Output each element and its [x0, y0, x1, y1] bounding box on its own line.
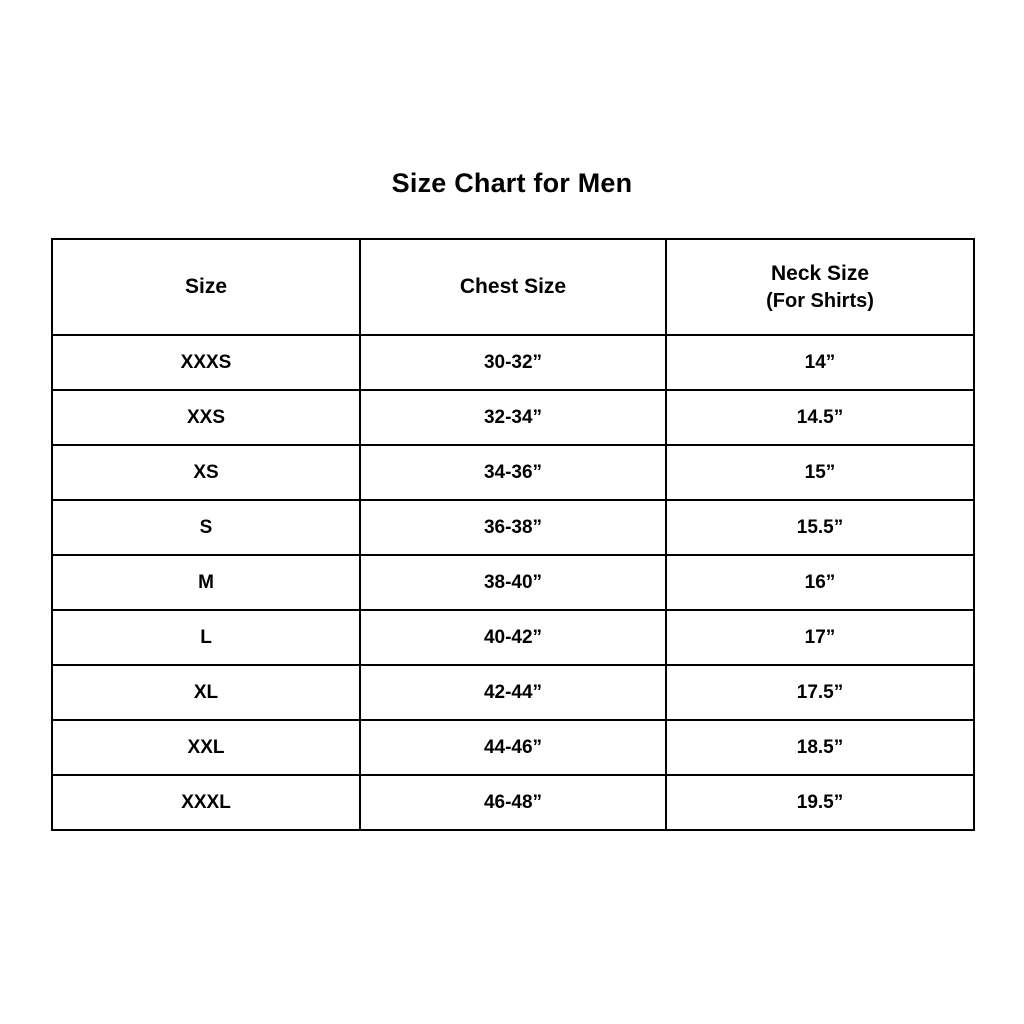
table-row [52, 610, 974, 665]
column-header-chest-label: Chest Size [459, 275, 567, 299]
cell-neck: 15” [666, 445, 974, 500]
cell-size: XXXS [52, 335, 360, 390]
cell-chest: 46-48” [360, 775, 666, 830]
table-row [52, 665, 974, 720]
table-header-row [52, 239, 974, 335]
cell-size: XXL [52, 720, 360, 775]
size-chart-table [51, 238, 975, 831]
table-row [52, 720, 974, 775]
table-row [52, 555, 974, 610]
cell-neck: 18.5” [666, 720, 974, 775]
column-header-neck-label: Neck Size [770, 261, 870, 285]
column-header-neck-sublabel: (For Shirts) [766, 289, 874, 312]
cell-chest: 34-36” [360, 445, 666, 500]
cell-chest: 38-40” [360, 555, 666, 610]
cell-neck: 17” [666, 610, 974, 665]
column-header-size-label: Size [184, 275, 228, 299]
table-row [52, 445, 974, 500]
cell-chest: 36-38” [360, 500, 666, 555]
table-row [52, 500, 974, 555]
table-row [52, 775, 974, 830]
cell-neck: 17.5” [666, 665, 974, 720]
cell-neck: 19.5” [666, 775, 974, 830]
column-header-size [52, 239, 360, 335]
cell-chest: 40-42” [360, 610, 666, 665]
column-header-chest [360, 239, 666, 335]
table-row [52, 335, 974, 390]
cell-size: S [52, 500, 360, 555]
cell-size: XXXL [52, 775, 360, 830]
cell-chest: 30-32” [360, 335, 666, 390]
column-header-neck [666, 239, 974, 335]
cell-chest: 42-44” [360, 665, 666, 720]
cell-size: L [52, 610, 360, 665]
cell-size: XL [52, 665, 360, 720]
table-body [52, 335, 974, 830]
cell-size: M [52, 555, 360, 610]
table-row [52, 390, 974, 445]
cell-neck: 14” [666, 335, 974, 390]
cell-chest: 32-34” [360, 390, 666, 445]
cell-neck: 14.5” [666, 390, 974, 445]
cell-neck: 15.5” [666, 500, 974, 555]
cell-size: XXS [52, 390, 360, 445]
cell-size: XS [52, 445, 360, 500]
table-header [52, 239, 974, 335]
cell-chest: 44-46” [360, 720, 666, 775]
page-title: Size Chart for Men [391, 168, 633, 198]
cell-neck: 16” [666, 555, 974, 610]
